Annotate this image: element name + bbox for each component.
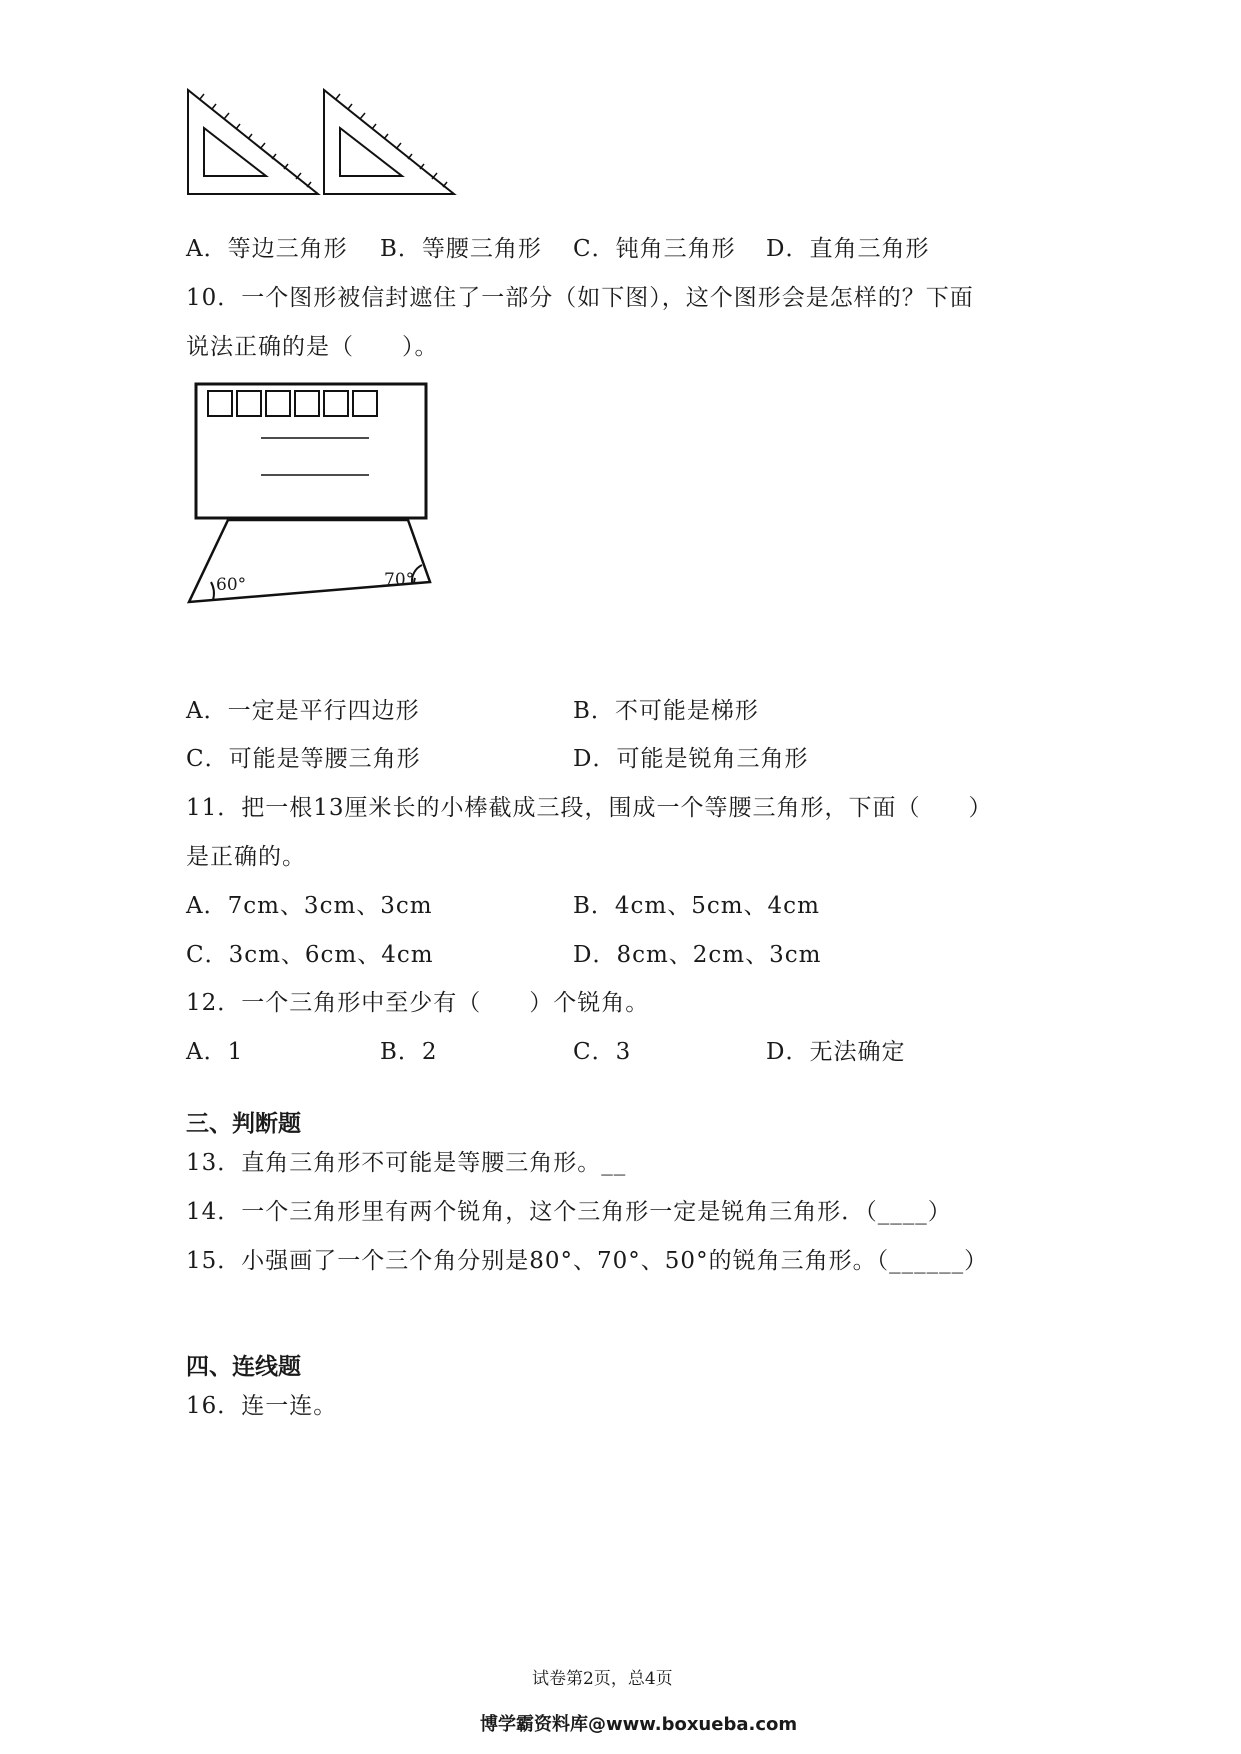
- q9-option-b: B．等腰三角形: [380, 236, 542, 262]
- q10-option-a: A．一定是平行四边形: [186, 698, 420, 724]
- angle-label-right: 70°: [384, 570, 415, 590]
- section3-heading: 三、判断题: [186, 1111, 301, 1137]
- q11-option-a: A．7cm、3cm、3cm: [186, 893, 433, 919]
- q11-option-c: C．3cm、6cm、4cm: [186, 942, 434, 968]
- page-number: 试卷第2页，总4页: [532, 1669, 673, 1689]
- q13: 13．直角三角形不可能是等腰三角形。__: [186, 1150, 627, 1176]
- q12-option-b: B．2: [380, 1039, 438, 1065]
- q9-option-a: A．等边三角形: [186, 236, 348, 262]
- watermark: 博学霸资料库@www.boxueba.com: [480, 1714, 798, 1735]
- q14: 14．一个三角形里有两个锐角，这个三角形一定是锐角三角形．（____）: [186, 1199, 952, 1225]
- angle-arc-left: [211, 582, 214, 600]
- section4-heading: 四、连线题: [186, 1354, 301, 1380]
- angle-arc-right: [414, 578, 415, 583]
- q15: 15．小强画了一个三个角分别是80°、70°、50°的锐角三角形。（______）: [186, 1248, 989, 1274]
- q16: 16．连一连。: [186, 1393, 338, 1419]
- q12-stem: 12．一个三角形中至少有（ ）个锐角。: [186, 990, 650, 1016]
- q9-option-c: C．钝角三角形: [573, 236, 736, 262]
- q11-stem-line1: 11．把一根13厘米长的小棒截成三段，围成一个等腰三角形，下面（ ）: [186, 795, 993, 821]
- q10-stem-line2: 说法正确的是（ ）。: [186, 334, 439, 360]
- q9-option-d: D．直角三角形: [766, 236, 930, 262]
- q10-option-d: D．可能是锐角三角形: [573, 746, 809, 772]
- q12-option-c: C．3: [573, 1039, 632, 1065]
- q10-option-b: B．不可能是梯形: [573, 698, 759, 724]
- q10-option-c: C．可能是等腰三角形: [186, 746, 421, 772]
- q12-option-a: A．1: [186, 1039, 244, 1065]
- q11-stem-line2: 是正确的。: [186, 844, 306, 870]
- q11-option-b: B．4cm、5cm、4cm: [573, 893, 820, 919]
- set-square-left: [186, 88, 326, 200]
- q12-option-d: D．无法确定: [766, 1039, 906, 1065]
- set-square-right: [322, 88, 462, 200]
- q10-stem-line1: 10．一个图形被信封遮住了一部分（如下图），这个图形会是怎样的？下面: [186, 285, 974, 311]
- q11-option-d: D．8cm、2cm、3cm: [573, 942, 822, 968]
- envelope: [196, 384, 426, 518]
- angle-label-left: 60°: [216, 575, 247, 595]
